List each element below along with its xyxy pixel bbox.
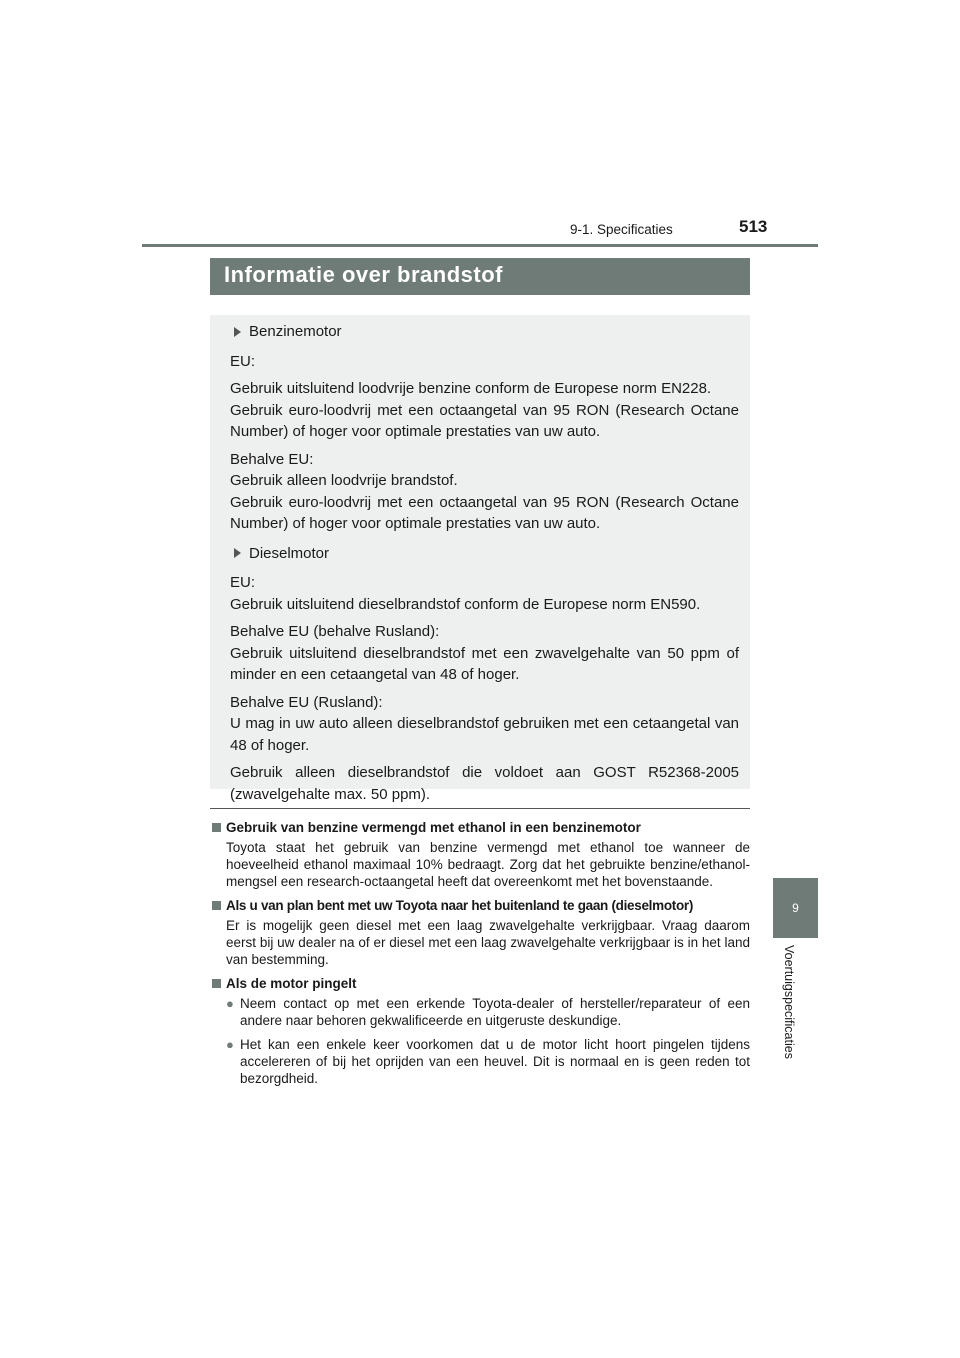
diesel-non-eu-label: Behalve EU (behalve Rusland): [230,623,440,640]
petrol-eu-label: EU: [230,352,256,370]
header-divider [142,244,818,247]
bullet-text: Het kan een enkele keer voorkomen dat u de motor licht hoort pingelen tijdens accelereren of bij het oprijden van een heuvel. Dit is normaal en is geen reden tot bezorgdheid. [240,1037,750,1086]
diesel-heading-text: Dieselmotor [249,544,330,562]
section-title: Informatie over brandstof [224,262,503,287]
notes-section [210,819,750,1094]
note-body: Er is mogelijk geen diesel met een laag zwavelgehalte verkrijgbaar. Vraag daarom eerst bij uw dealer na of er diesel met een laag zwavelgehalte verkrijgbaar is in het land van bestemming. [226,918,750,967]
page-number: 513 [739,217,768,236]
circle-bullet-icon: ● [226,1037,234,1052]
list-item [226,1036,750,1087]
diesel-non-eu-text-1: Gebruik uitsluitend dieselbrandstof met een zwavelgehalte van 50 ppm of minder en een cetaangetal van 48 of hoger. [230,644,739,683]
chapter-tab-number: 9 [792,901,799,915]
section-title-bar [210,258,750,295]
diesel-engine-heading [230,543,739,565]
triangle-bullet-icon [234,548,241,558]
note-heading-text: Gebruik van benzine vermengd met ethanol in een benzinemotor [226,820,641,835]
chapter-tab [773,878,818,938]
note-heading-text: Als de motor pingelt [226,976,357,991]
triangle-bullet-icon [234,327,241,337]
notes-divider [210,808,750,809]
list-item [226,995,750,1029]
petrol-heading-text: Benzinemotor [249,323,342,340]
note-heading [210,897,750,914]
circle-bullet-icon: ● [226,996,234,1011]
section-reference: 9-1. Specificaties [570,222,673,237]
diesel-eu-text-1: Gebruik uitsluitend dieselbrandstof conform de Europese norm EN590. [230,595,701,613]
diesel-russia-text-1: U mag in uw auto alleen dieselbrandstof gebruiken met een cetaangetal van 48 of hoger. [230,715,739,754]
diesel-russia-label: Behalve EU (Rusland): [230,693,383,711]
petrol-engine-heading [230,321,739,343]
note-heading [210,819,750,836]
fuel-info-box [210,315,750,803]
petrol-eu-text-2: Gebruik euro-loodvrij met een octaangetal van 95 RON (Research Octane Number) of hoger voor optimale prestaties van uw auto. [230,401,739,440]
petrol-non-eu-label: Behalve EU: [230,450,314,468]
diesel-eu-label: EU: [230,574,256,591]
chapter-side-label: Voertuigspecificaties [782,945,796,1059]
square-bullet-icon [212,823,221,832]
petrol-non-eu-text-1: Gebruik alleen loodvrije brandstof. [230,472,458,489]
bullet-text: Neem contact op met een erkende Toyota-dealer of hersteller/reparateur of een andere naar behoren gekwalificeerde en uitgeruste deskundige. [240,996,750,1028]
note-body: Toyota staat het gebruik van benzine vermengd met ethanol toe wanneer de hoeveelheid ethanol maximaal 10% bedraagt. Zorg dat het gebruikte benzine/ethanol-mengsel een research-octaangetal heeft dat overeenkomt met het bovenstaande. [226,840,750,889]
note-heading [210,975,750,992]
petrol-non-eu-text-2: Gebruik euro-loodvrij met een octaangetal van 95 RON (Research Octane Number) of hoger voor optimale prestaties van uw auto. [230,493,739,532]
square-bullet-icon [212,901,221,910]
diesel-russia-text-2: Gebruik alleen dieselbrandstof die voldoet aan GOST R52368-2005 (zwavelgehalte max. 50 ppm). [230,764,739,803]
square-bullet-icon [212,979,221,988]
petrol-eu-text-1: Gebruik uitsluitend loodvrije benzine conform de Europese norm EN228. [230,380,712,397]
note-heading-text: Als u van plan bent met uw Toyota naar het buitenland te gaan (dieselmotor) [226,898,694,913]
